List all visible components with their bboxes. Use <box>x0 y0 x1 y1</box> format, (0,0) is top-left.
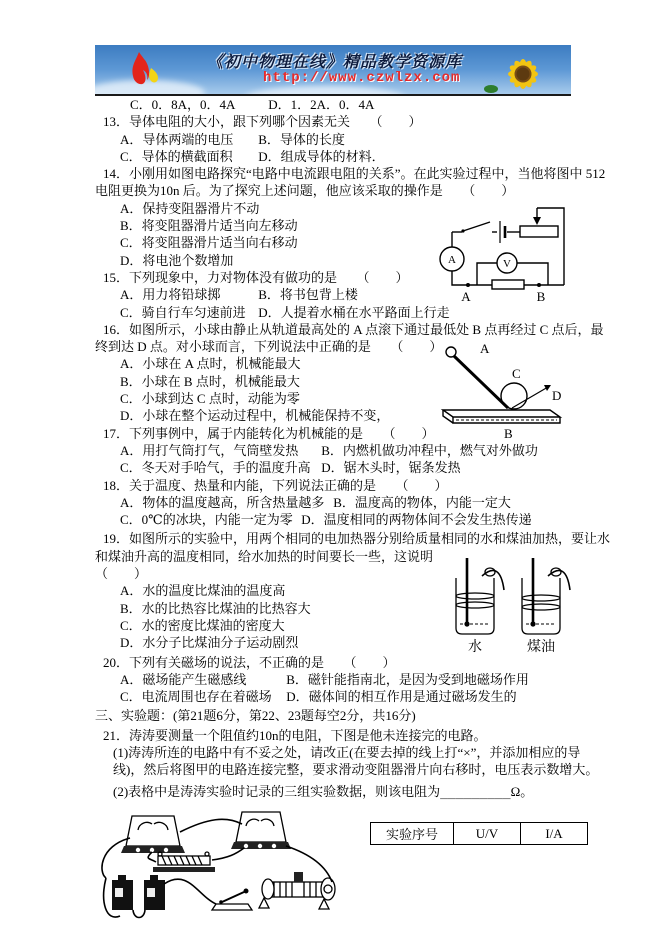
option-d: D．小球在整个运动过程中，机械能保持不变， <box>120 408 390 424</box>
column-header-voltage: U/V <box>454 823 521 845</box>
ohm-unit: Ω。 <box>510 783 534 799</box>
question-15-stem: 15．下列现象中，力对物体没有做功的是 （ ） <box>103 269 409 285</box>
column-header-trial: 实验序号 <box>371 823 454 845</box>
option-a: A．水的温度比煤油的温度高 <box>120 583 286 599</box>
question-16-stem-line-1: 16．如图所示，小球由静止从轨道最高处的 A 点滚下通过最低处 B 点再经过 C 点后，最 <box>103 321 604 337</box>
option-d: D．人提着水桶在水平路面上行走 <box>258 304 450 320</box>
experiment-data-table <box>370 822 588 845</box>
table-header-row <box>371 823 588 845</box>
question-21-sub-1-line-1: (1)涛涛所连的电路中有不妥之处，请改正(在要去掉的线上打“×”，并添加相应的导 <box>113 744 581 760</box>
option-d: D．组成导体的材料． <box>258 148 385 164</box>
site-banner <box>95 45 571 96</box>
option-c: C．冬天对手哈气，手的温度升高 <box>120 460 311 476</box>
question-20-options-row-1 <box>95 671 577 688</box>
banner-title: 《初中物理在线》精品教学资源库 <box>207 54 463 71</box>
option-b: B．小球在 B 点时，机械能最大 <box>120 373 300 389</box>
section-3-heading: 三、实验题：(第21题6分，第22、23题每空2分，共16分) <box>95 708 416 724</box>
question-14-stem-line-1: 14．小刚用如图电路探究“电路中电流跟电阻的关系”。在此实验过程中，当他将图中 512 <box>103 166 606 182</box>
question-21-sub-1-line-2: 线)，然后将图甲的电路连接完整，要求滑动变阻器滑片向右移时，电压表示数增大。 <box>113 762 599 778</box>
option-c: C．0．8A，0．4A <box>130 97 236 112</box>
question-13-options-row-2 <box>95 148 577 165</box>
option-c: C．导体的横截面积 <box>120 148 233 164</box>
question-20-options-row-2 <box>95 688 577 705</box>
point-d-label: D <box>552 388 562 403</box>
option-d: D．磁体间的相互作用是通过磁场发生的 <box>286 689 517 705</box>
kerosene-label: 煤油 <box>527 640 555 655</box>
leaf-icon <box>483 81 499 96</box>
question-16-track-figure <box>438 338 583 443</box>
question-19-stem-line-1: 19．如图所示的实验中，用两个相同的电加热器分别给质量相同的水和煤油加热，要让水 <box>103 531 611 547</box>
banner-url[interactable]: http://www.czwlzx.com <box>263 70 461 86</box>
option-c: C．0℃的冰块，内能一定为零 <box>120 512 293 528</box>
question-13-options-row-1 <box>95 131 577 148</box>
question-18-stem: 18．关于温度、热量和内能，下列说法正确的是 （ ） <box>103 477 448 493</box>
question-20-stem: 20．下列有关磁场的说法，不正确的是 （ ） <box>103 654 396 670</box>
option-a: A．小球在 A 点时，机械能最大 <box>120 356 301 372</box>
question-18-options-row-1 <box>95 494 577 511</box>
option-b: B．水的比热容比煤油的比热容大 <box>120 600 311 616</box>
water-label: 水 <box>468 640 482 655</box>
question-21-experiment-figure <box>96 806 374 934</box>
question-13-stem: 13．导体电阻的大小，跟下列哪个因素无关 （ ） <box>103 114 422 130</box>
option-c: C．骑自行车匀速前进 <box>120 304 246 320</box>
flame-logo-icon <box>125 50 167 95</box>
option-a: A．物体的温度越高，所含热量越多 <box>120 494 325 510</box>
ammeter-label: A <box>448 254 456 266</box>
sub-2-text: (2)表格中是涛涛实验时记录的三组实验数据，则该电阻为 <box>113 783 441 799</box>
question-19-beakers-figure <box>450 556 580 656</box>
node-b-label: B <box>536 289 546 304</box>
question-18-options-row-2 <box>95 511 577 528</box>
option-b: B．内燃机做功冲程中，燃气对外做功 <box>321 442 538 458</box>
point-c-label: C <box>512 366 521 381</box>
option-a: A．用打气筒打气，气筒壁发热 <box>120 442 299 458</box>
option-d: D．将电池个数增加 <box>120 252 234 268</box>
option-b: B．导体的长度 <box>258 131 345 147</box>
option-d: D．温度相同的两物体间不会发生热传递 <box>301 512 532 528</box>
option-c: C．电流周围也存在着磁场 <box>120 689 272 705</box>
option-b: B．温度高的物体，内能一定大 <box>333 494 511 510</box>
sunflower-icon <box>497 52 553 96</box>
question-19-bracket: （ ） <box>95 566 148 582</box>
question-19-stem-line-2: 和煤油升高的温度相同，给水加热的时间要长一些，这说明 <box>95 548 434 564</box>
option-c: C．将变阻器滑片适当向右移动 <box>120 235 298 251</box>
cloud-decor <box>245 86 405 96</box>
answer-options-line <box>95 96 577 113</box>
option-a: A．磁场能产生磁感线 <box>120 671 247 687</box>
option-d: D．水分子比煤油分子运动剧烈 <box>120 635 299 651</box>
question-17-options-row-1 <box>95 442 577 459</box>
question-21-stem: 21．涛涛要测量一个阻值约10n的电阻，下图是他未连接完的电路。 <box>103 727 487 743</box>
option-d: D．1．2A．0．4A <box>268 97 375 112</box>
question-14-stem-line-2: 电阻更换为10n 后。为了探究上述问题，他应该采取的操作是 （ ） <box>95 183 515 199</box>
column-header-current: I/A <box>521 823 588 845</box>
node-a-label: A <box>461 289 471 304</box>
option-c: C．水的密度比煤油的密度大 <box>120 617 285 633</box>
option-d: D．锯木头时，锯条发热 <box>321 460 461 476</box>
point-a-label: A <box>480 341 490 356</box>
question-17-stem: 17．下列事例中，属于内能转化为机械能的是 （ ） <box>103 425 435 441</box>
option-a: A．保持变阻器滑片不动 <box>120 200 260 216</box>
option-b: B．将书包背上楼 <box>258 287 358 303</box>
question-14-circuit-figure <box>420 200 580 315</box>
option-b: B．将变阻器滑片适当向左移动 <box>120 218 298 234</box>
option-a: A．用力将铅球掷 <box>120 287 221 303</box>
option-a: A．导体两端的电压 <box>120 131 234 147</box>
point-b-label: B <box>504 426 513 441</box>
question-16-stem-line-2: 终到达 D 点。对小球而言，下列说法中正确的是 （ ） <box>95 339 443 355</box>
question-21-sub-2 <box>95 783 577 801</box>
option-b: B．磁针能指南北，是因为受到地磁场作用 <box>286 671 529 687</box>
option-c: C．小球到达 C 点时，动能为零 <box>120 391 300 407</box>
question-17-options-row-2 <box>95 459 577 476</box>
voltmeter-label: V <box>503 258 511 270</box>
answer-blank: _________ <box>440 784 511 800</box>
